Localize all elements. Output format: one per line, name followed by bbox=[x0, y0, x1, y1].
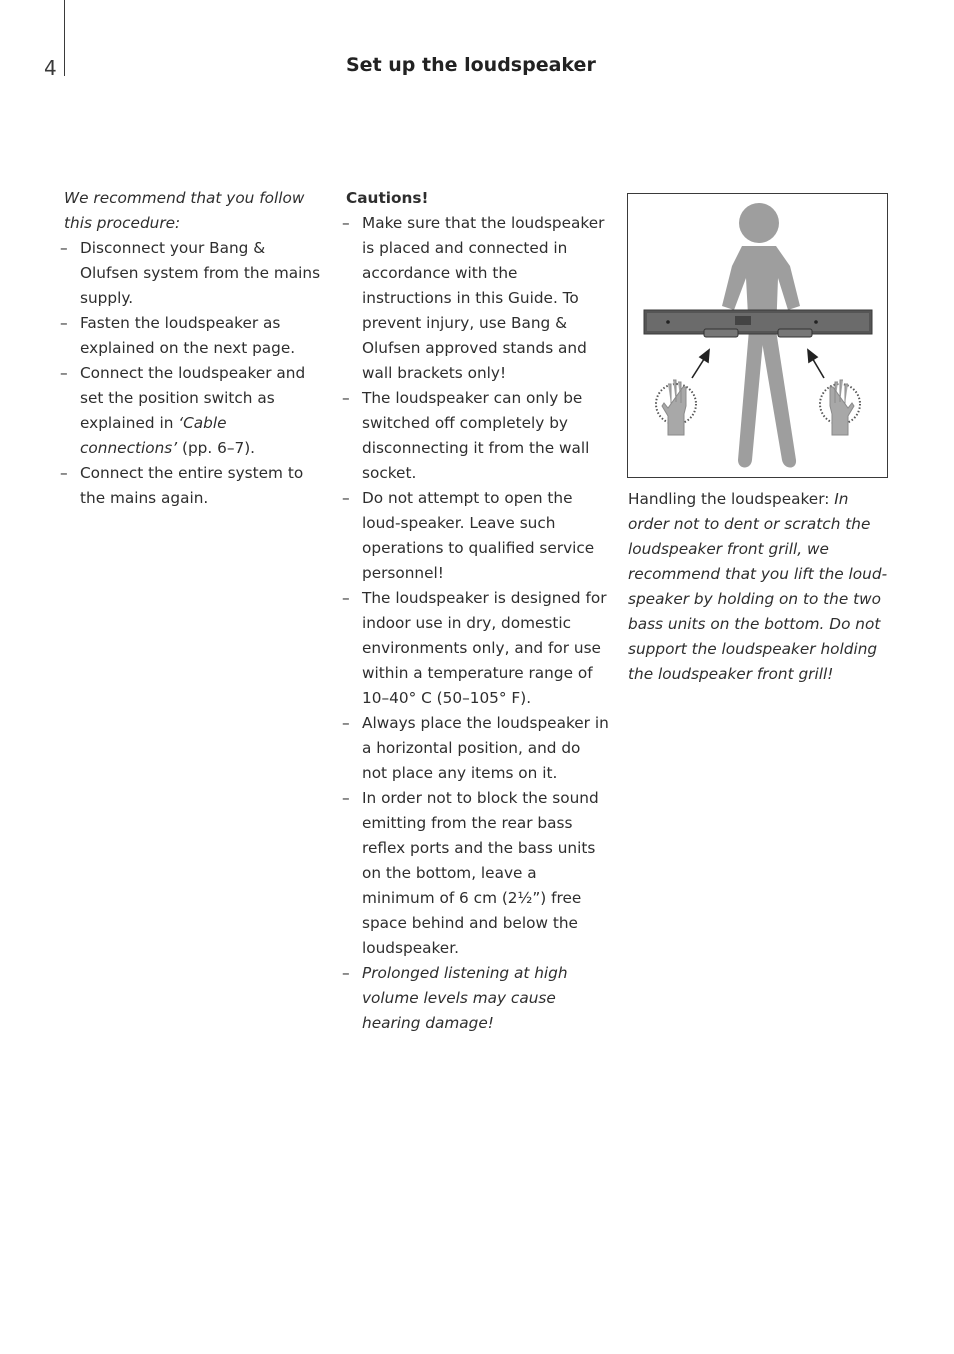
caption-text: In order not to dent or scratch the loudspeaker front grill, we recommend that you lift the loud-speaker by holding on to the two bass units on the bottom. Do not support the loudspeaker holding the loudspeaker front grill! bbox=[628, 490, 888, 683]
cautions-list bbox=[342, 211, 610, 1036]
procedure-column bbox=[60, 186, 326, 511]
caution-item: – The loudspeaker is designed for indoor use in dry, domestic environments only, and for use within a temperature range of 10–40° C (50–105° F). bbox=[342, 589, 607, 707]
caution-item: – Do not attempt to open the loud-speaker. Leave such operations to qualified service personnel! bbox=[342, 489, 595, 582]
procedure-list bbox=[60, 236, 326, 511]
figure-caption bbox=[628, 487, 890, 687]
caution-item: – In order not to block the sound emitting from the rear bass reflex ports and the bass units on the bottom, leave a minimum of 6 cm (2½”) free space behind and below the loudspeaker. bbox=[342, 789, 599, 957]
procedure-step: – Connect the entire system to the mains again. bbox=[60, 464, 304, 507]
caption-label: Handling the loudspeaker: bbox=[628, 490, 835, 508]
bass-unit-right bbox=[778, 329, 812, 337]
loudspeaker-screw-right bbox=[814, 320, 818, 324]
procedure-intro: We recommend that you follow this procedure: bbox=[64, 189, 305, 232]
person-head bbox=[739, 203, 779, 243]
cautions-column bbox=[342, 186, 610, 1036]
caution-item: – The loudspeaker can only be switched off completely by disconnecting it from the wall socket. bbox=[342, 389, 590, 482]
arrow-left-head bbox=[700, 350, 709, 362]
loudspeaker-grill bbox=[647, 313, 869, 331]
caution-item: – Always place the loudspeaker in a horizontal position, and do not place any items on it. bbox=[342, 714, 609, 782]
arrow-right-head bbox=[808, 350, 817, 362]
person-left-leg bbox=[738, 330, 764, 468]
cable-connections-reference: ‘Cable connections’ bbox=[80, 414, 227, 457]
margin-rule bbox=[64, 0, 65, 76]
caution-item-hearing: – Prolonged listening at high volume levels may cause hearing damage! bbox=[342, 964, 568, 1032]
loudspeaker bbox=[644, 310, 872, 337]
handling-illustration bbox=[627, 193, 888, 478]
loudspeaker-screw-left bbox=[666, 320, 670, 324]
hand-icon-right bbox=[820, 380, 860, 435]
handling-illustration-svg bbox=[628, 194, 887, 477]
bass-unit-left bbox=[704, 329, 738, 337]
procedure-step: – Fasten the loudspeaker as explained on the next page. bbox=[60, 314, 296, 357]
person-right-leg bbox=[760, 330, 796, 468]
cautions-heading: Cautions! bbox=[346, 189, 429, 207]
caution-item: – Make sure that the loudspeaker is placed and connected in accordance with the instructions in this Guide. To prevent injury, use Bang & Olufsen approved stands and wall brackets only! bbox=[342, 214, 605, 382]
procedure-step: – Connect the loudspeaker and set the position switch as explained in ‘Cable connections’ (pp. 6–7). bbox=[60, 364, 306, 457]
loudspeaker-display bbox=[735, 316, 751, 325]
page-title: Set up the loudspeaker bbox=[346, 54, 596, 76]
hand-icon-left bbox=[656, 380, 696, 435]
page-number: 4 bbox=[44, 56, 57, 80]
procedure-step: – Disconnect your Bang & Olufsen system from the mains supply. bbox=[60, 239, 321, 307]
